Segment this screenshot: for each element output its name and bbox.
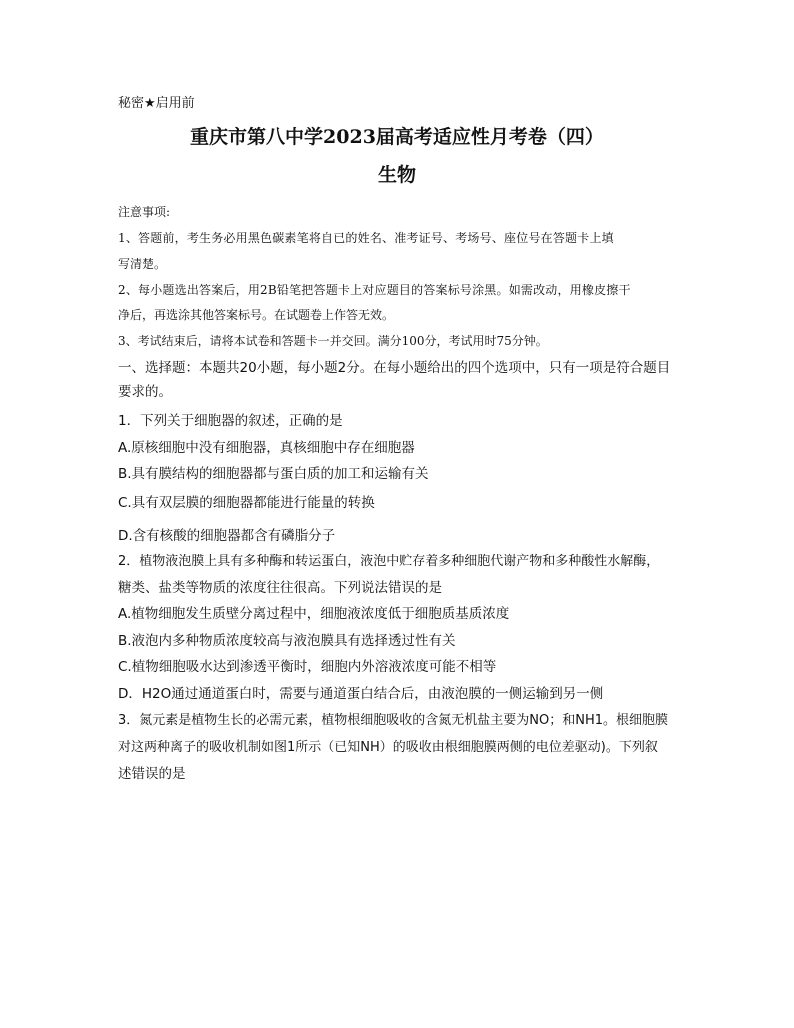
question-2-option-a: A.植物细胞发生质壁分离过程中，细胞液浓度低于细胞质基质浓度 — [118, 606, 510, 622]
question-1-stem: 1．下列关于细胞器的叙述，正确的是 — [118, 413, 343, 429]
notice-item-1-cont: 写清楚。 — [118, 257, 167, 271]
question-1-option-b: B.具有膜结构的细胞器都与蛋白质的加工和运输有关 — [118, 466, 429, 482]
question-3-stem-cont: 对这两种离子的吸收机制如图1所示（已知NH）的吸收由根细胞膜两侧的电位差驱动)。下列叙 — [118, 740, 658, 755]
question-2-stem-cont: 糖类、盐类等物质的浓度往往很高。下列说法错误的是 — [118, 580, 442, 596]
question-2-stem: 2．植物液泡膜上具有多种酶和转运蛋白，液泡中贮存着多种细胞代谢产物和多种酸性水解酶， — [118, 554, 660, 569]
question-1-option-c: C.具有双层膜的细胞器都能进行能量的转换 — [118, 495, 375, 511]
subject-title: 生物 — [377, 164, 416, 186]
section-heading-cont: 要求的。 — [118, 384, 172, 400]
question-2-option-c: C.植物细胞吸水达到渗透平衡时，细胞内外溶液浓度可能不相等 — [118, 659, 497, 675]
question-3-stem: 3．氮元素是植物生长的必需元素，植物根细胞吸收的含氮无机盐主要为NO；和NH1。根细胞膜 — [118, 713, 668, 728]
question-2-option-d: D．H2O通过通道蛋白时，需要与通道蛋白结合后，由液泡膜的一侧运输到另一侧 — [118, 686, 604, 702]
section-heading: 一、选择题：本题共20小题，每小题2分。在每小题给出的四个选项中，只有一项是符合题目 — [118, 360, 671, 376]
confidential-mark: 秘密★启用前 — [118, 96, 195, 111]
notice-item-2-cont: 净后，再选涂其他答案标号。在试题卷上作答无效。 — [118, 308, 395, 322]
notice-heading: 注意事项: — [118, 205, 171, 219]
exam-title: 重庆市第八中学2023届高考适应性月考卷（四） — [190, 126, 604, 148]
notice-item-3: 3、考试结束后，请将本试卷和答题卡一并交回。满分100分，考试用时75分钟。 — [118, 334, 548, 348]
notice-item-2: 2、每小题选出答案后，用2B铅笔把答题卡上对应题目的答案标号涂黑。如需改动，用橡皮擦干 — [118, 283, 631, 297]
question-1-option-d: D.含有核酸的细胞器都含有磷脂分子 — [118, 528, 336, 544]
question-3-stem-end: 述错误的是 — [118, 766, 186, 782]
question-2-option-b: B.液泡内多种物质浓度较高与液泡膜具有选择透过性有关 — [118, 633, 456, 649]
notice-item-1: 1、答题前，考生务必用黑色碳素笔将自已的姓名、准考证号、考场号、座位号在答题卡上填 — [118, 231, 614, 245]
question-1-option-a: A.原核细胞中没有细胞器，真核细胞中存在细胞器 — [118, 440, 415, 456]
